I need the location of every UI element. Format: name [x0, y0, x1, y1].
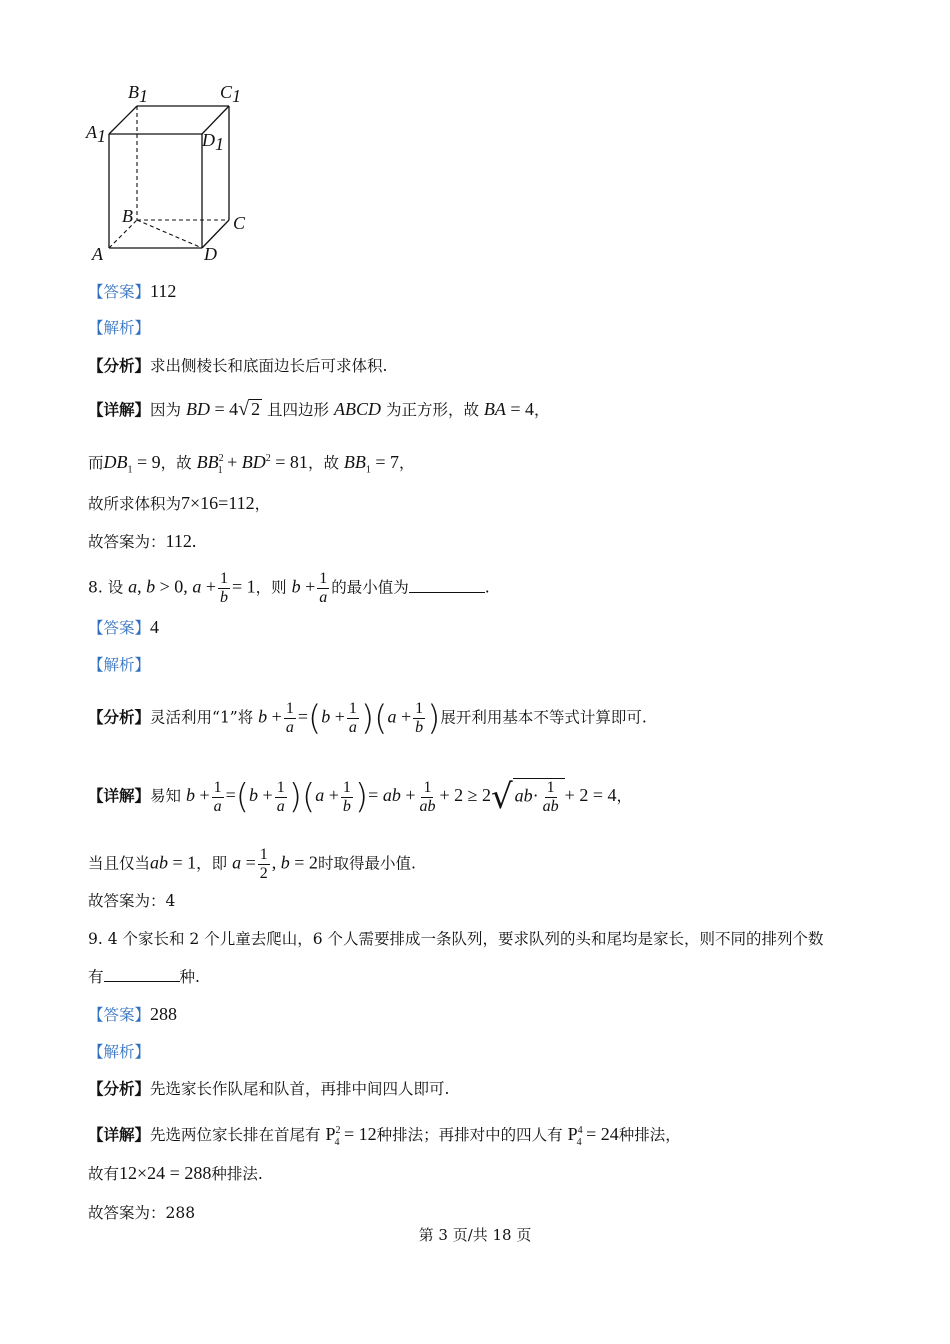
q9-analysis-line: 【解析】	[88, 1043, 151, 1061]
label-D1: D1	[202, 130, 224, 154]
label-A: A	[92, 244, 103, 264]
answer-tag: 【答案】	[88, 283, 151, 301]
q9-xiangjie-line: 【详解】先选两位家长排在首尾有 $P^2_4 = 12$种排法；再排对中的四人有 $P^4_4 = 24$种排法，	[88, 1124, 681, 1148]
q7-xiangjie-line1: 【详解】因为 BD = 4√ 2 且四边形 ABCD 为正方形，故 BA = 4，	[88, 398, 550, 420]
q8-stem: 8. 设 a, b > 0, a + $\frac{1}{b}$ = 1，则 b + $\frac{1}{a}$ 的最小值为 .	[88, 570, 490, 606]
label-D: D	[204, 244, 217, 264]
prism-figure	[82, 76, 252, 266]
answer-blank	[409, 578, 485, 593]
q9-answer-line: 【答案】288	[88, 1004, 178, 1024]
q7-final-line: 故答案为：112.	[88, 531, 197, 551]
label-A1: A1	[86, 122, 106, 146]
q8-final-line: 故答案为：4	[88, 892, 176, 910]
label-B: B	[122, 206, 133, 226]
q8-answer-line: 【答案】4	[88, 617, 160, 637]
q9-stem: 9. 4 个家长和 2 个儿童去爬山，6 个人需要排成一条队列，要求队列的头和尾均是家长，则不同的排列个数	[88, 930, 824, 948]
q9-fenxi-line: 【分析】先选家长作队尾和队首，再排中间四人即可.	[88, 1079, 450, 1098]
q7-fenxi-line: 【分析】求出侧棱长和底面边长后可求体积.	[88, 356, 388, 375]
q7-volume-line: 故所求体积为7×16=112，	[88, 493, 271, 513]
q8-fenxi-line: 【分析】灵活利用“1”将 b + $\frac{1}{a}$ =(b + $\frac{1}{a}$ )(a + $\frac{1}{b}$ )展开利用基本不等式计算即可.	[88, 698, 647, 739]
q9-final-line: 故答案为：288	[88, 1204, 196, 1222]
q8-xiangjie-line: 【详解】易知 b + $\frac{1}{a}$ =(b + $\frac{1}{a}$ )(a + $\frac{1}{b}$ )= ab + $\frac{1}{ab}$ + 2 ≥ 2√ ab· $\frac{1}{ab}$ + 2 = 4，	[88, 777, 632, 817]
label-C: C	[233, 213, 246, 233]
q7-xiangjie-line2: 而$DB_1 = 9$，故 $BB^2_1 + BD^2 = 81$，故 $BB_1 = 7$，	[88, 452, 415, 476]
q8-line2: 当且仅当ab = 1，即 a = $\frac{1}{2}$ , b = 2时取得最小值.	[88, 846, 416, 882]
q8-analysis-line: 【解析】	[88, 656, 151, 674]
q9-line2: 故有12×24 = 288种排法.	[88, 1163, 263, 1183]
page-footer: 第 3 页/共 18 页	[418, 1226, 532, 1244]
label-B1: B1	[128, 82, 148, 106]
q9-stem2: 有 种.	[88, 968, 200, 986]
label-C1: C1	[220, 82, 242, 106]
q7-analysis-line: 【解析】	[88, 319, 151, 337]
q7-answer-line: 【答案】112	[88, 281, 177, 301]
